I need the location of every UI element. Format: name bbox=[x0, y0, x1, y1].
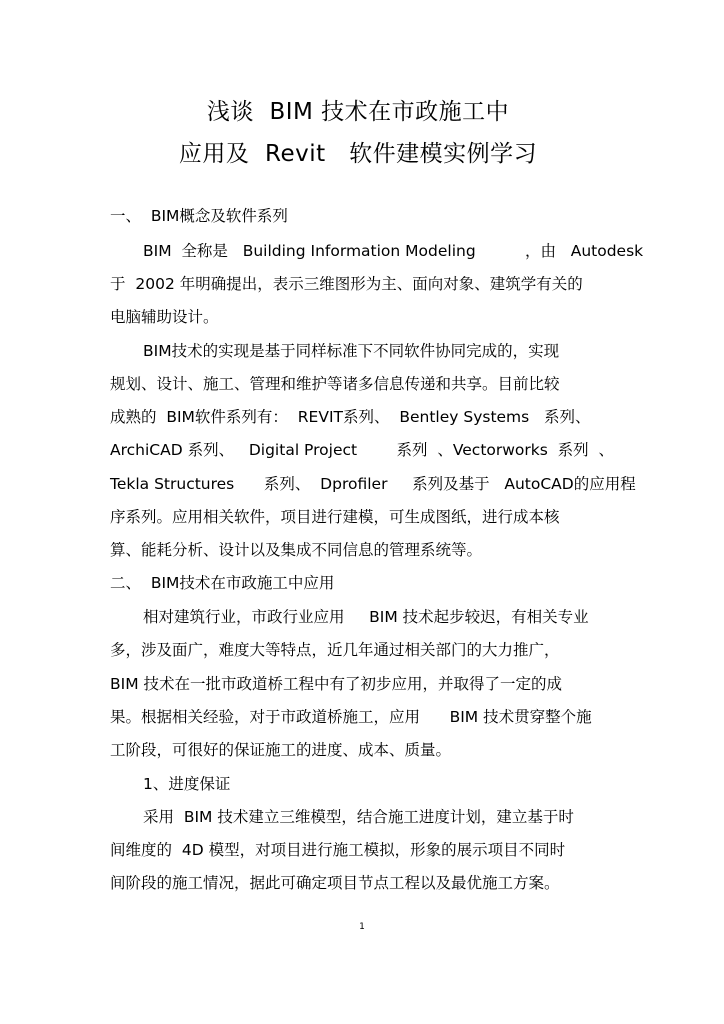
paragraph-line: 间维度的 4D 模型，对项目进行施工模拟，形象的展示项目不同时 bbox=[110, 841, 566, 859]
paragraph-line: ArchiCAD 系列、 Digital Project 系列 、Vectorworks 系列 、 bbox=[110, 441, 615, 459]
document-title-line-2: 应用及 Revit 软件建模实例学习 bbox=[178, 141, 538, 167]
paragraph-line: 成熟的 BIM软件系列有： REVIT系列、 Bentley Systems 系列、 bbox=[110, 408, 591, 426]
section-heading-1: 一、 BIM概念及软件系列 bbox=[110, 207, 288, 225]
paragraph-line: 算、能耗分析、设计以及集成不同信息的管理系统等。 bbox=[110, 541, 483, 559]
document-title-line-1: 浅谈 BIM 技术在市政施工中 bbox=[206, 99, 510, 125]
paragraph-line: 相对建筑行业，市政行业应用 BIM 技术起步较迟，有相关专业 bbox=[143, 608, 589, 626]
paragraph-line: Tekla Structures 系列、 Dprofiler 系列及基于 AutoCAD的应用程 bbox=[110, 475, 636, 493]
paragraph-line: 采用 BIM 技术建立三维模型，结合施工进度计划，建立基于时 bbox=[143, 808, 574, 826]
paragraph-line: 果。根据相关经验，对于市政道桥施工，应用 BIM 技术贯穿整个施 bbox=[110, 708, 592, 726]
paragraph-line: BIM 全称是 Building Information Modeling ，由 Autodesk bbox=[143, 242, 644, 260]
subsection-heading-1: 1、进度保证 bbox=[143, 775, 231, 793]
paragraph-line: 多，涉及面广，难度大等特点，近几年通过相关部门的大力推广， bbox=[110, 641, 560, 659]
paragraph-line: 电脑辅助设计。 bbox=[110, 308, 219, 326]
page-number: 1 bbox=[359, 922, 365, 932]
paragraph-line: 工阶段，可很好的保证施工的进度、成本、质量。 bbox=[110, 741, 452, 759]
paragraph-line: BIM技术的实现是基于同样标准下不同软件协同完成的，实现 bbox=[143, 342, 560, 360]
paragraph-line: 规划、设计、施工、管理和维护等诸多信息传递和共享。目前比较 bbox=[110, 375, 560, 393]
paragraph-line: 于 2002 年明确提出，表示三维图形为主、面向对象、建筑学有关的 bbox=[110, 275, 583, 293]
section-heading-2: 二、 BIM技术在市政施工中应用 bbox=[110, 574, 335, 592]
paragraph-line: 间阶段的施工情况，据此可确定项目节点工程以及最优施工方案。 bbox=[110, 874, 560, 892]
paragraph-line: BIM 技术在一批市政道桥工程中有了初步应用，并取得了一定的成 bbox=[110, 675, 563, 693]
paragraph-line: 序系列。应用相关软件，项目进行建模，可生成图纸，进行成本核 bbox=[110, 508, 560, 526]
